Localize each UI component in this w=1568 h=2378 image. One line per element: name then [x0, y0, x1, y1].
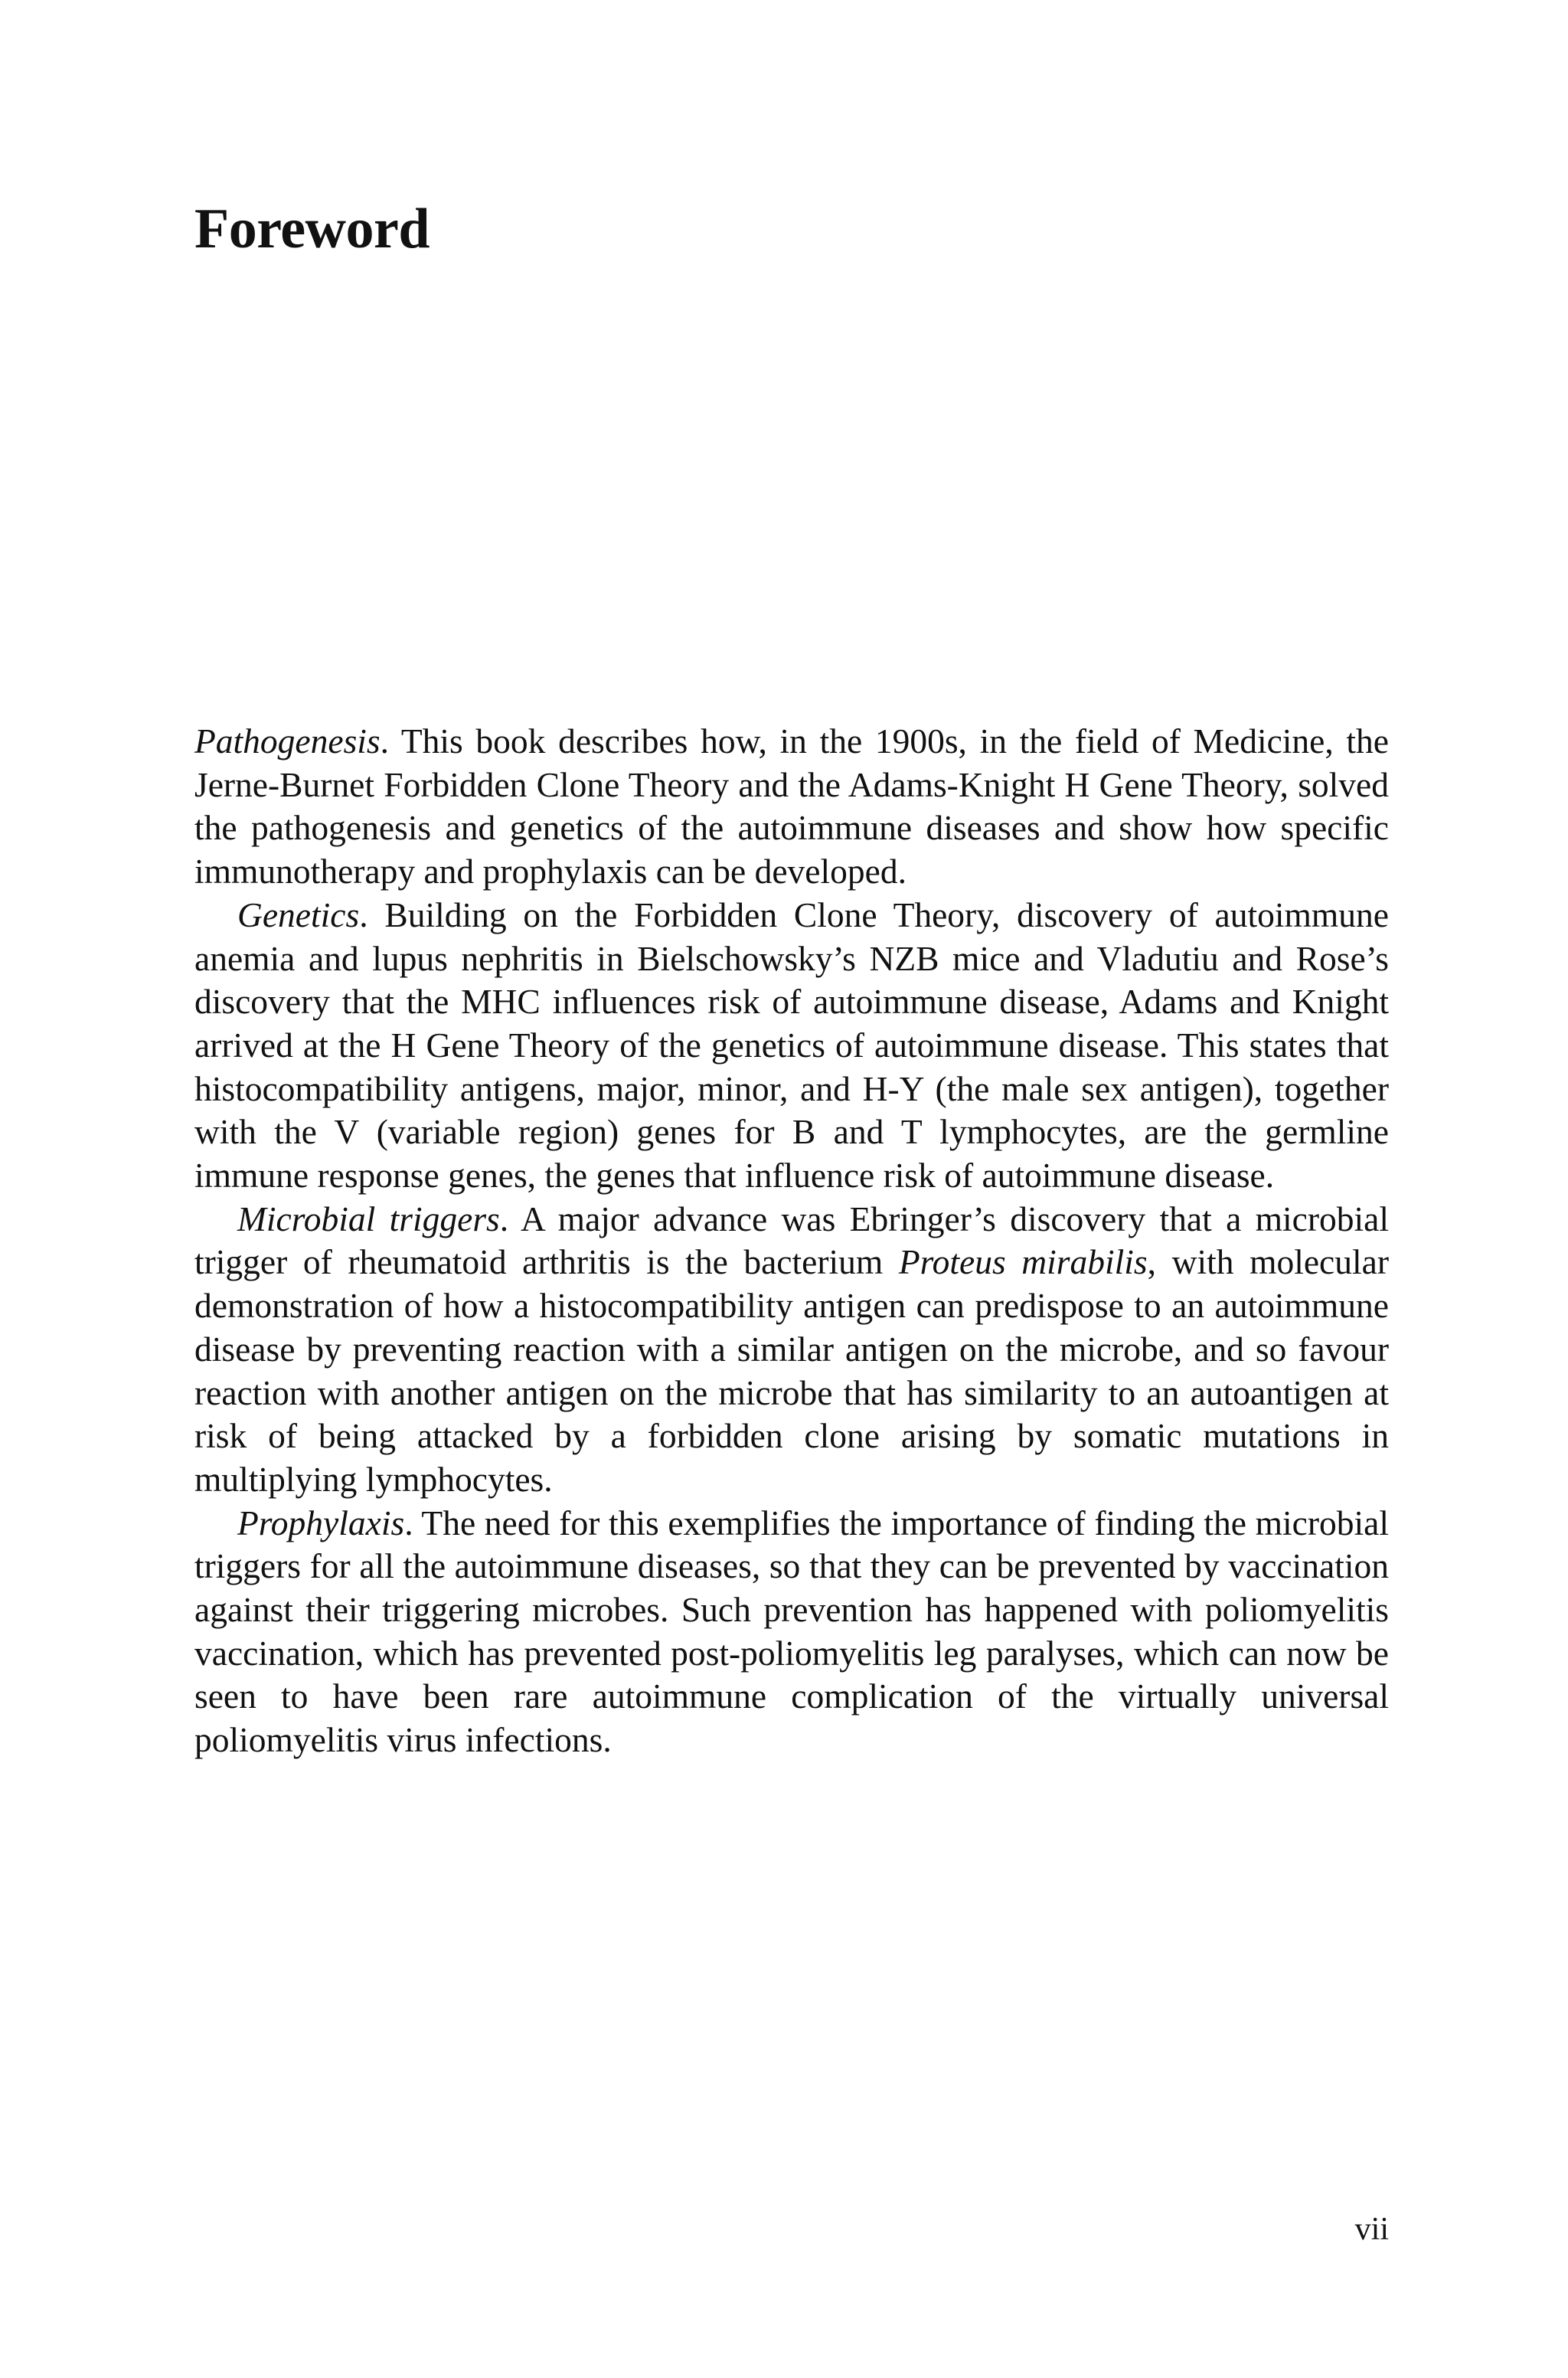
- paragraph-lead: Prophylaxis: [237, 1503, 405, 1542]
- paragraph-lead: Pathogenesis: [194, 721, 381, 761]
- paragraph-lead: Genetics: [237, 895, 360, 934]
- paragraph-text: . Building on the Forbidden Clone Theory, discovery of autoimmune anemia and lupus nephritis in Bielschowsky’s NZB mice and Vladutiu and Rose’s discovery that the MHC influences risk of autoimmune disease, Adams and Knight arrived at the H Gene Theory of the genetics of autoimmune disease. This states that histocompatibility antigens, major, minor, and H-Y (the male sex antigen), together with the V (variable region) genes for B and T lymphocytes, are the germline immune response genes, the genes that influence risk of autoimmune disease.: [194, 895, 1389, 1196]
- paragraph-lead: Microbial triggers: [237, 1199, 500, 1238]
- paragraph-text: . This book describes how, in the 1900s, in the field of Medicine, the Jerne-Burnet Forbidden Clone Theory and the Adams-Knight H Gene Theory, solved the pathogenesis and genetics of the autoimmune diseases and show how specific immunotherapy and prophylaxis can be developed.: [194, 721, 1389, 891]
- paragraph-genetics: [194, 894, 1389, 1198]
- paragraph-pathogenesis: [194, 720, 1389, 894]
- paragraph-prophylaxis: [194, 1502, 1389, 1762]
- page-number: vii: [1354, 2212, 1389, 2247]
- paragraph-text-continued: , with molecular demonstration of how a histocompatibility antigen can predispose to an autoimmune disease by preventing reaction with a similar antigen on the microbe, and so favour reaction with another antigen on the microbe that has similarity to an autoantigen at risk of being attacked by a forbidden clone arising by somatic mutations in multiplying lymphocytes.: [194, 1242, 1389, 1499]
- page-heading: Foreword: [194, 198, 430, 260]
- paragraph-text: . The need for this exemplifies the importance of finding the microbial triggers for all the autoimmune diseases, so that they can be prevented by vaccination against their triggering microbes. Such prevention has happened with poliomyelitis vaccination, which has prevented post-poliomyelitis leg paralyses, which can now be seen to have been rare autoimmune complication of the virtually universal poliomyelitis virus infections.: [194, 1503, 1389, 1760]
- species-name: Proteus mirabilis: [898, 1242, 1148, 1282]
- foreword-body: [194, 720, 1389, 1762]
- paragraph-text: . A major advance was Ebringer’s discovery that a microbial trigger of rheumatoid arthritis is the bacterium: [194, 1199, 1389, 1282]
- paragraph-microbial-triggers: [194, 1198, 1389, 1502]
